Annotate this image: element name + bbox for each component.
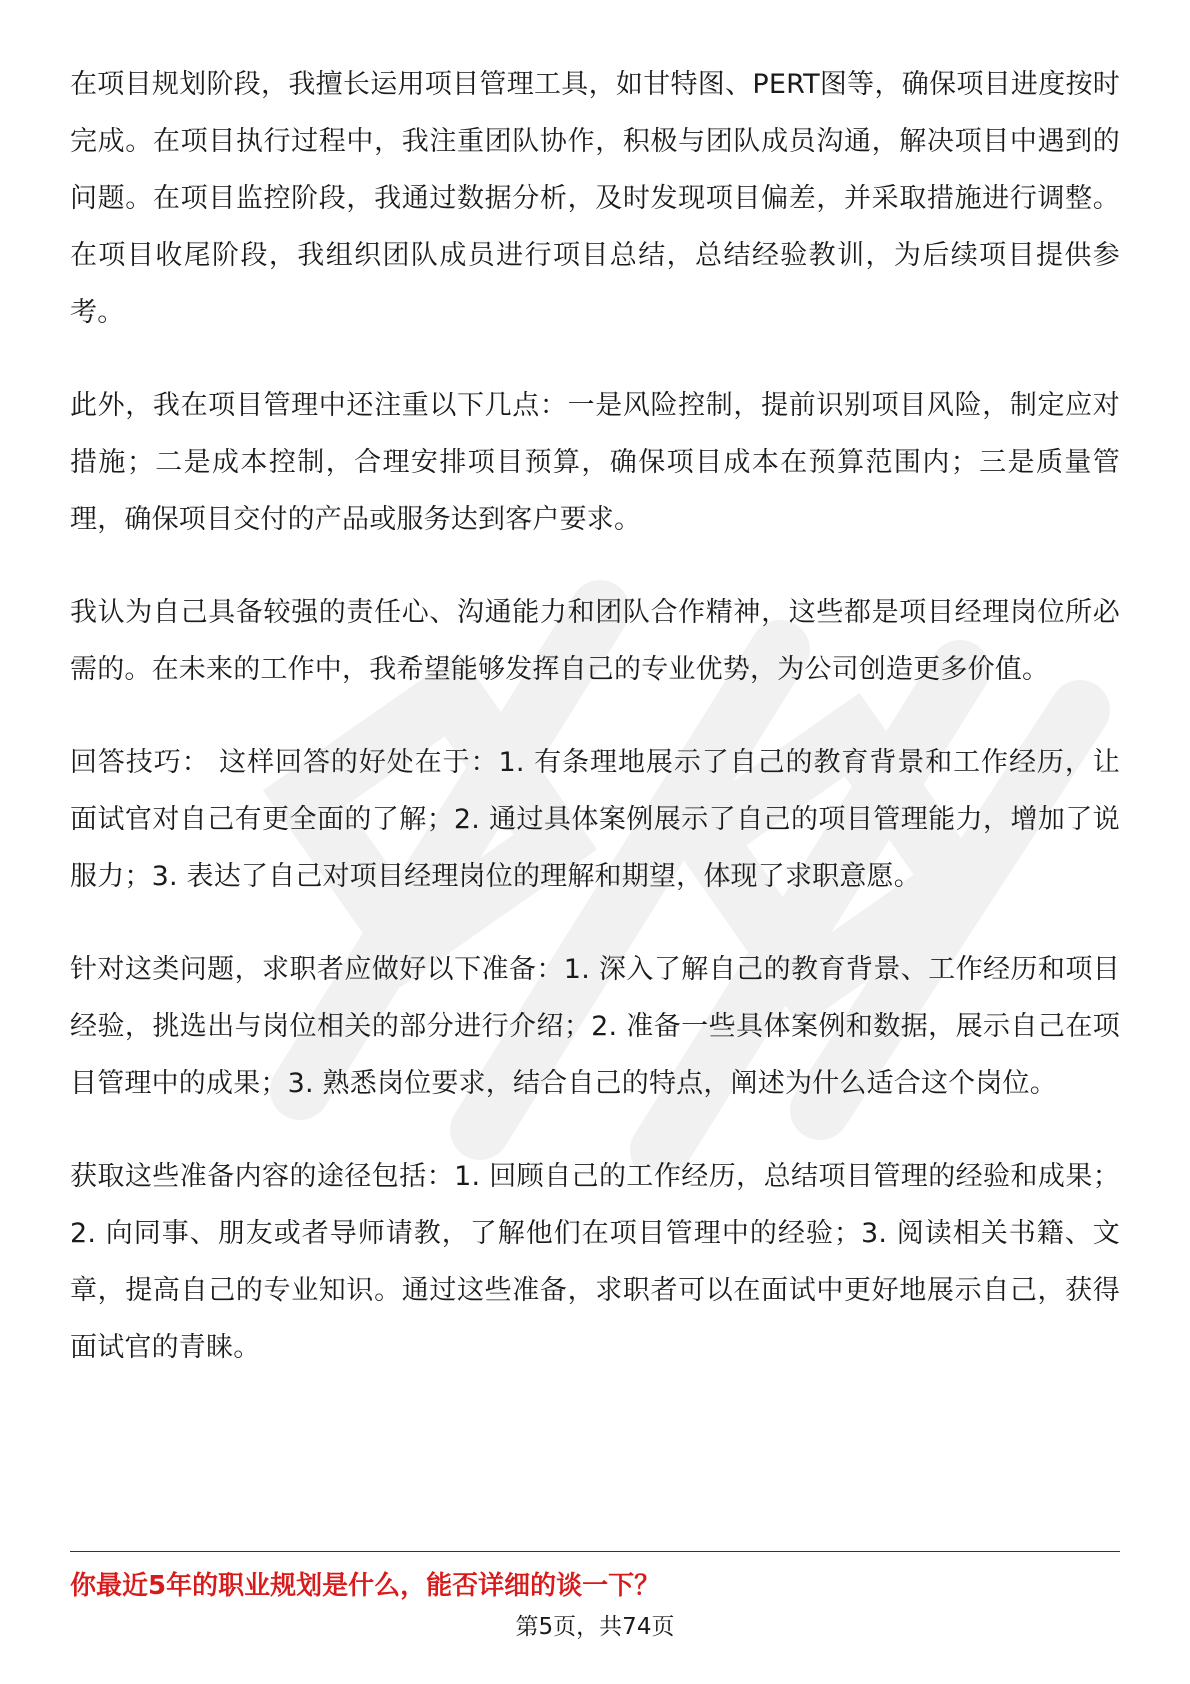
paragraph-self-assessment: 我认为自己具备较强的责任心、沟通能力和团队合作精神，这些都是项目经理岗位所必需的。在未来的工作中，我希望能够发挥自己的专业优势，为公司创造更多价值。 — [70, 597, 1120, 685]
paragraph-answer-tips: 回答技巧： 这样回答的好处在于：1. 有条理地展示了自己的教育背景和工作经历，让面试官对自己有更全面的了解；2. 通过具体案例展示了自己的项目管理能力，增加了说服力；3. 表达了自己对项目经理岗位的理解和期望，体现了求职意愿。 — [70, 747, 1120, 892]
section-divider — [70, 1551, 1120, 1552]
next-question-heading: 你最近5年的职业规划是什么，能否详细的谈一下？ — [70, 1571, 661, 1601]
paragraph-preparation: 针对这类问题，求职者应做好以下准备：1. 深入了解自己的教育背景、工作经历和项目经验，挑选出与岗位相关的部分进行介绍；2. 准备一些具体案例和数据，展示自己在项目管理中的成果；3. 熟悉岗位要求，结合自己的特点，阐述为什么适合这个岗位。 — [70, 954, 1120, 1099]
paragraph-preparation-sources: 获取这些准备内容的途径包括：1. 回顾自己的工作经历，总结项目管理的经验和成果；2. 向同事、朋友或者导师请教，了解他们在项目管理中的经验；3. 阅读相关书籍、文章，提高自己的专业知识。通过这些准备，求职者可以在面试中更好地展示自己，获得面试官的青睐。 — [70, 1161, 1120, 1363]
document-body — [70, 56, 1120, 1412]
paragraph-project-phases: 在项目规划阶段，我擅长运用项目管理工具，如甘特图、PERT图等，确保项目进度按时完成。在项目执行过程中，我注重团队协作，积极与团队成员沟通，解决项目中遇到的问题。在项目监控阶段，我通过数据分析，及时发现项目偏差，并采取措施进行调整。在项目收尾阶段，我组织团队成员进行项目总结，总结经验教训，为后续项目提供参考。 — [70, 69, 1120, 328]
paragraph-management-focus: 此外，我在项目管理中还注重以下几点：一是风险控制，提前识别项目风险，制定应对措施；二是成本控制，合理安排项目预算，确保项目成本在预算范围内；三是质量管理，确保项目交付的产品或服务达到客户要求。 — [70, 390, 1120, 535]
page-number-footer: 第5页，共74页 — [515, 1614, 675, 1640]
